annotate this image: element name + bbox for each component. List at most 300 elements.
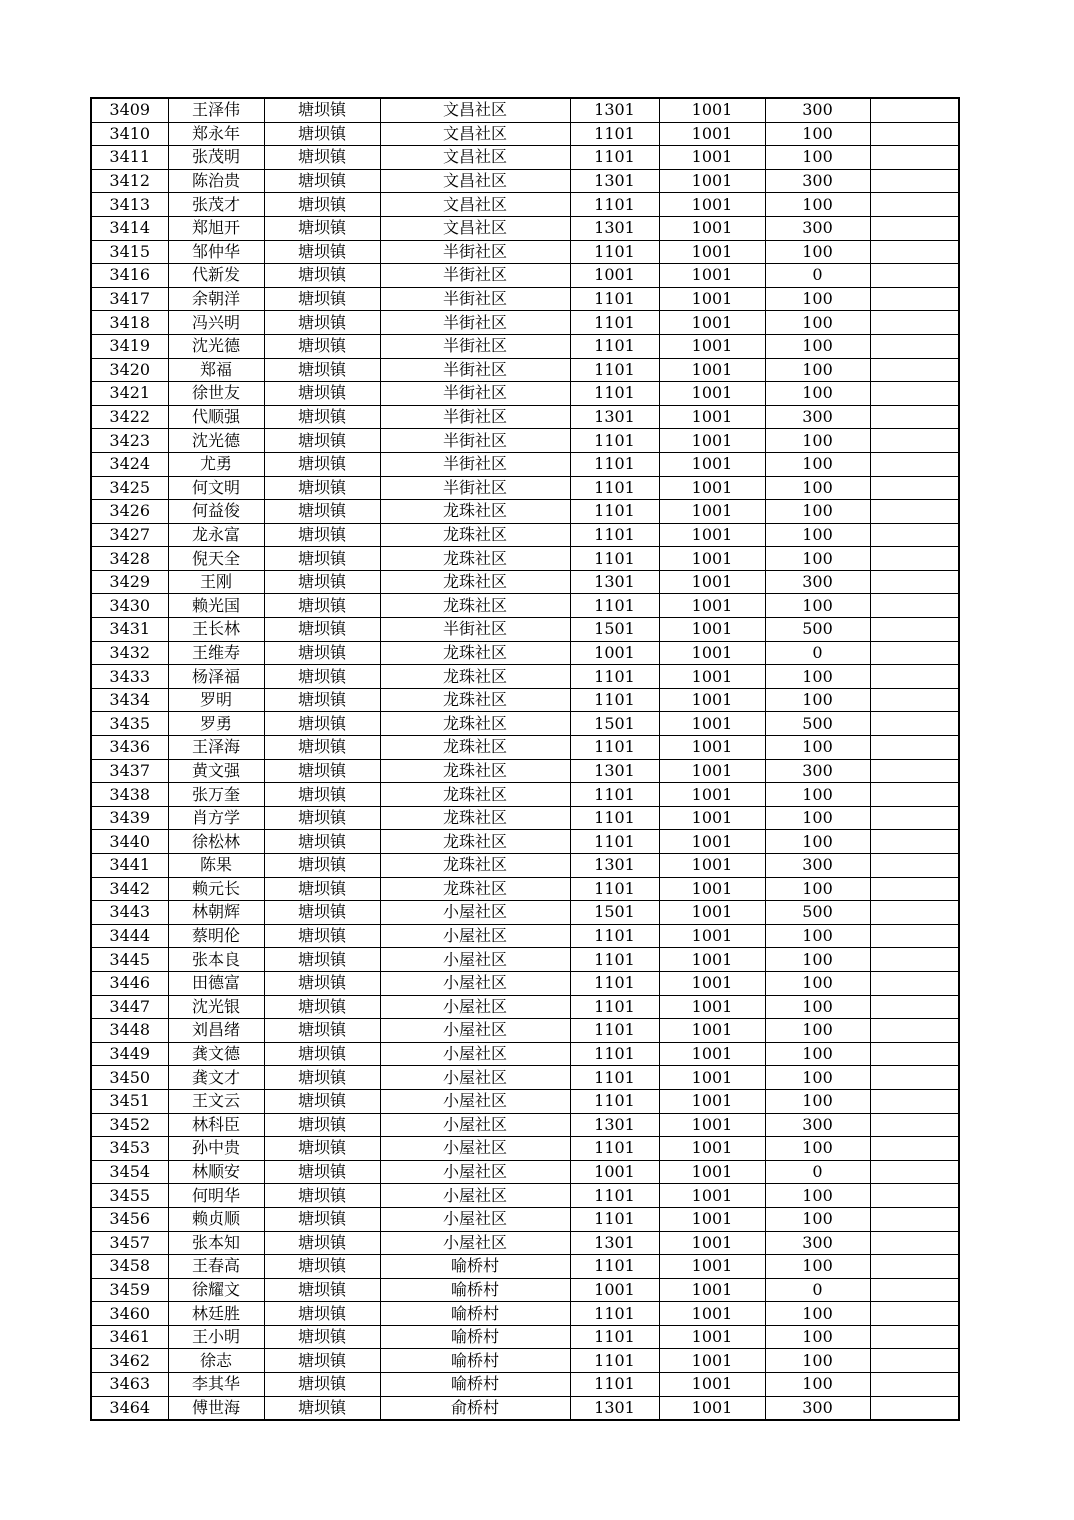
value-a-cell: 1101 <box>570 1089 659 1113</box>
remark-cell <box>870 122 959 146</box>
value-a-cell: 1101 <box>570 1184 659 1208</box>
value-a-cell: 1501 <box>570 712 659 736</box>
remark-cell <box>870 429 959 453</box>
row-number-cell: 3420 <box>91 358 168 382</box>
row-number-cell: 3425 <box>91 476 168 500</box>
community-cell: 小屋社区 <box>380 1089 570 1113</box>
row-number-cell: 3435 <box>91 712 168 736</box>
table-row <box>91 924 959 948</box>
table-row <box>91 1184 959 1208</box>
community-cell: 小屋社区 <box>380 1066 570 1090</box>
table-row <box>91 1396 959 1420</box>
name-cell: 王长林 <box>168 618 264 642</box>
amount-cell: 300 <box>765 759 870 783</box>
town-cell: 塘坝镇 <box>264 1207 380 1231</box>
town-cell: 塘坝镇 <box>264 1255 380 1279</box>
value-b-cell: 1001 <box>659 783 765 807</box>
value-b-cell: 1001 <box>659 854 765 878</box>
town-cell: 塘坝镇 <box>264 712 380 736</box>
remark-cell <box>870 1137 959 1161</box>
value-a-cell: 1101 <box>570 665 659 689</box>
remark-cell <box>870 1160 959 1184</box>
amount-cell: 100 <box>765 476 870 500</box>
value-b-cell: 1001 <box>659 1207 765 1231</box>
town-cell: 塘坝镇 <box>264 216 380 240</box>
value-b-cell: 1001 <box>659 1184 765 1208</box>
value-b-cell: 1001 <box>659 500 765 524</box>
remark-cell <box>870 948 959 972</box>
community-cell: 龙珠社区 <box>380 688 570 712</box>
value-a-cell: 1101 <box>570 1325 659 1349</box>
row-number-cell: 3459 <box>91 1278 168 1302</box>
name-cell: 徐耀文 <box>168 1278 264 1302</box>
name-cell: 陈果 <box>168 854 264 878</box>
amount-cell: 100 <box>765 736 870 760</box>
amount-cell: 300 <box>765 1231 870 1255</box>
table-row <box>91 971 959 995</box>
value-b-cell: 1001 <box>659 1278 765 1302</box>
community-cell: 龙珠社区 <box>380 547 570 571</box>
value-b-cell: 1001 <box>659 1042 765 1066</box>
value-b-cell: 1001 <box>659 452 765 476</box>
remark-cell <box>870 452 959 476</box>
value-b-cell: 1001 <box>659 1396 765 1420</box>
value-a-cell: 1301 <box>570 570 659 594</box>
value-a-cell: 1101 <box>570 547 659 571</box>
name-cell: 倪天全 <box>168 547 264 571</box>
value-b-cell: 1001 <box>659 382 765 406</box>
row-number-cell: 3414 <box>91 216 168 240</box>
value-a-cell: 1101 <box>570 1207 659 1231</box>
remark-cell <box>870 877 959 901</box>
value-a-cell: 1101 <box>570 1137 659 1161</box>
remark-cell <box>870 830 959 854</box>
town-cell: 塘坝镇 <box>264 665 380 689</box>
table-row <box>91 1066 959 1090</box>
community-cell: 喻桥村 <box>380 1255 570 1279</box>
amount-cell: 300 <box>765 405 870 429</box>
table-row <box>91 311 959 335</box>
town-cell: 塘坝镇 <box>264 122 380 146</box>
value-b-cell: 1001 <box>659 1066 765 1090</box>
row-number-cell: 3452 <box>91 1113 168 1137</box>
row-number-cell: 3450 <box>91 1066 168 1090</box>
value-b-cell: 1001 <box>659 806 765 830</box>
table-row <box>91 1349 959 1373</box>
row-number-cell: 3411 <box>91 146 168 170</box>
town-cell: 塘坝镇 <box>264 1373 380 1397</box>
community-cell: 喻桥村 <box>380 1325 570 1349</box>
name-cell: 郑旭开 <box>168 216 264 240</box>
name-cell: 何益俊 <box>168 500 264 524</box>
remark-cell <box>870 547 959 571</box>
amount-cell: 0 <box>765 1160 870 1184</box>
remark-cell <box>870 1302 959 1326</box>
row-number-cell: 3430 <box>91 594 168 618</box>
amount-cell: 100 <box>765 1255 870 1279</box>
value-b-cell: 1001 <box>659 688 765 712</box>
value-a-cell: 1101 <box>570 382 659 406</box>
name-cell: 罗明 <box>168 688 264 712</box>
town-cell: 塘坝镇 <box>264 334 380 358</box>
value-a-cell: 1101 <box>570 1066 659 1090</box>
table-row <box>91 1089 959 1113</box>
row-number-cell: 3441 <box>91 854 168 878</box>
value-a-cell: 1101 <box>570 995 659 1019</box>
town-cell: 塘坝镇 <box>264 1137 380 1161</box>
value-b-cell: 1001 <box>659 1231 765 1255</box>
row-number-cell: 3412 <box>91 169 168 193</box>
remark-cell <box>870 98 959 122</box>
town-cell: 塘坝镇 <box>264 924 380 948</box>
value-b-cell: 1001 <box>659 146 765 170</box>
value-b-cell: 1001 <box>659 1302 765 1326</box>
name-cell: 沈光德 <box>168 429 264 453</box>
community-cell: 龙珠社区 <box>380 759 570 783</box>
remark-cell <box>870 570 959 594</box>
remark-cell <box>870 1113 959 1137</box>
value-b-cell: 1001 <box>659 98 765 122</box>
table-row <box>91 712 959 736</box>
town-cell: 塘坝镇 <box>264 1160 380 1184</box>
remark-cell <box>870 665 959 689</box>
community-cell: 喻桥村 <box>380 1302 570 1326</box>
table-row <box>91 1302 959 1326</box>
name-cell: 蔡明伦 <box>168 924 264 948</box>
value-b-cell: 1001 <box>659 1255 765 1279</box>
town-cell: 塘坝镇 <box>264 1042 380 1066</box>
town-cell: 塘坝镇 <box>264 287 380 311</box>
amount-cell: 100 <box>765 452 870 476</box>
town-cell: 塘坝镇 <box>264 311 380 335</box>
table-row <box>91 570 959 594</box>
table-row <box>91 806 959 830</box>
remark-cell <box>870 193 959 217</box>
table-row <box>91 287 959 311</box>
remark-cell <box>870 1325 959 1349</box>
value-b-cell: 1001 <box>659 1325 765 1349</box>
amount-cell: 100 <box>765 122 870 146</box>
name-cell: 王小明 <box>168 1325 264 1349</box>
value-b-cell: 1001 <box>659 1349 765 1373</box>
amount-cell: 300 <box>765 216 870 240</box>
table-row <box>91 216 959 240</box>
row-number-cell: 3446 <box>91 971 168 995</box>
remark-cell <box>870 1373 959 1397</box>
value-a-cell: 1501 <box>570 618 659 642</box>
value-a-cell: 1101 <box>570 334 659 358</box>
amount-cell: 500 <box>765 618 870 642</box>
amount-cell: 500 <box>765 712 870 736</box>
row-number-cell: 3433 <box>91 665 168 689</box>
row-number-cell: 3442 <box>91 877 168 901</box>
value-b-cell: 1001 <box>659 1019 765 1043</box>
community-cell: 龙珠社区 <box>380 806 570 830</box>
row-number-cell: 3444 <box>91 924 168 948</box>
community-cell: 龙珠社区 <box>380 712 570 736</box>
community-cell: 半街社区 <box>380 264 570 288</box>
amount-cell: 500 <box>765 901 870 925</box>
value-b-cell: 1001 <box>659 240 765 264</box>
value-a-cell: 1101 <box>570 971 659 995</box>
community-cell: 半街社区 <box>380 311 570 335</box>
amount-cell: 100 <box>765 830 870 854</box>
name-cell: 龚文德 <box>168 1042 264 1066</box>
town-cell: 塘坝镇 <box>264 1302 380 1326</box>
table-row <box>91 1019 959 1043</box>
table-row <box>91 1137 959 1161</box>
table-row <box>91 476 959 500</box>
table-row <box>91 122 959 146</box>
amount-cell: 100 <box>765 429 870 453</box>
town-cell: 塘坝镇 <box>264 948 380 972</box>
row-number-cell: 3449 <box>91 1042 168 1066</box>
town-cell: 塘坝镇 <box>264 688 380 712</box>
name-cell: 傅世海 <box>168 1396 264 1420</box>
value-b-cell: 1001 <box>659 1137 765 1161</box>
row-number-cell: 3453 <box>91 1137 168 1161</box>
name-cell: 张茂才 <box>168 193 264 217</box>
row-number-cell: 3457 <box>91 1231 168 1255</box>
amount-cell: 100 <box>765 924 870 948</box>
row-number-cell: 3440 <box>91 830 168 854</box>
value-b-cell: 1001 <box>659 948 765 972</box>
value-a-cell: 1301 <box>570 216 659 240</box>
value-a-cell: 1301 <box>570 98 659 122</box>
table-row <box>91 452 959 476</box>
town-cell: 塘坝镇 <box>264 1089 380 1113</box>
amount-cell: 300 <box>765 169 870 193</box>
value-a-cell: 1101 <box>570 193 659 217</box>
town-cell: 塘坝镇 <box>264 806 380 830</box>
amount-cell: 100 <box>765 1184 870 1208</box>
community-cell: 喻桥村 <box>380 1349 570 1373</box>
table-row <box>91 193 959 217</box>
value-a-cell: 1301 <box>570 759 659 783</box>
row-number-cell: 3438 <box>91 783 168 807</box>
name-cell: 王泽海 <box>168 736 264 760</box>
community-cell: 半街社区 <box>380 405 570 429</box>
row-number-cell: 3448 <box>91 1019 168 1043</box>
table-row <box>91 948 959 972</box>
row-number-cell: 3461 <box>91 1325 168 1349</box>
name-cell: 沈光德 <box>168 334 264 358</box>
amount-cell: 100 <box>765 334 870 358</box>
name-cell: 刘昌绪 <box>168 1019 264 1043</box>
community-cell: 半街社区 <box>380 358 570 382</box>
amount-cell: 100 <box>765 146 870 170</box>
amount-cell: 0 <box>765 1278 870 1302</box>
name-cell: 代新发 <box>168 264 264 288</box>
table-row <box>91 382 959 406</box>
value-b-cell: 1001 <box>659 995 765 1019</box>
value-a-cell: 1101 <box>570 594 659 618</box>
community-cell: 龙珠社区 <box>380 854 570 878</box>
amount-cell: 300 <box>765 570 870 594</box>
remark-cell <box>870 1042 959 1066</box>
table-row <box>91 98 959 122</box>
town-cell: 塘坝镇 <box>264 429 380 453</box>
remark-cell <box>870 146 959 170</box>
remark-cell <box>870 382 959 406</box>
name-cell: 杨泽福 <box>168 665 264 689</box>
amount-cell: 100 <box>765 688 870 712</box>
town-cell: 塘坝镇 <box>264 240 380 264</box>
value-b-cell: 1001 <box>659 429 765 453</box>
row-number-cell: 3454 <box>91 1160 168 1184</box>
table-row <box>91 1278 959 1302</box>
value-b-cell: 1001 <box>659 618 765 642</box>
town-cell: 塘坝镇 <box>264 382 380 406</box>
row-number-cell: 3426 <box>91 500 168 524</box>
town-cell: 塘坝镇 <box>264 1325 380 1349</box>
community-cell: 小屋社区 <box>380 1160 570 1184</box>
value-b-cell: 1001 <box>659 169 765 193</box>
town-cell: 塘坝镇 <box>264 405 380 429</box>
value-a-cell: 1301 <box>570 1113 659 1137</box>
amount-cell: 300 <box>765 1396 870 1420</box>
town-cell: 塘坝镇 <box>264 547 380 571</box>
community-cell: 小屋社区 <box>380 1207 570 1231</box>
table-row <box>91 830 959 854</box>
name-cell: 张本良 <box>168 948 264 972</box>
amount-cell: 100 <box>765 1066 870 1090</box>
name-cell: 林顺安 <box>168 1160 264 1184</box>
row-number-cell: 3427 <box>91 523 168 547</box>
town-cell: 塘坝镇 <box>264 1019 380 1043</box>
community-cell: 小屋社区 <box>380 1113 570 1137</box>
community-cell: 小屋社区 <box>380 1184 570 1208</box>
name-cell: 林廷胜 <box>168 1302 264 1326</box>
amount-cell: 100 <box>765 783 870 807</box>
table-row <box>91 334 959 358</box>
remark-cell <box>870 806 959 830</box>
remark-cell <box>870 1349 959 1373</box>
value-a-cell: 1001 <box>570 1160 659 1184</box>
value-b-cell: 1001 <box>659 1113 765 1137</box>
value-a-cell: 1101 <box>570 358 659 382</box>
remark-cell <box>870 1066 959 1090</box>
row-number-cell: 3460 <box>91 1302 168 1326</box>
value-b-cell: 1001 <box>659 641 765 665</box>
remark-cell <box>870 641 959 665</box>
value-a-cell: 1101 <box>570 500 659 524</box>
name-cell: 林科臣 <box>168 1113 264 1137</box>
value-a-cell: 1001 <box>570 641 659 665</box>
value-b-cell: 1001 <box>659 736 765 760</box>
community-cell: 小屋社区 <box>380 1019 570 1043</box>
table-row <box>91 358 959 382</box>
row-number-cell: 3439 <box>91 806 168 830</box>
table-row <box>91 854 959 878</box>
name-cell: 龚文才 <box>168 1066 264 1090</box>
amount-cell: 100 <box>765 311 870 335</box>
table-row <box>91 1042 959 1066</box>
table-row <box>91 405 959 429</box>
remark-cell <box>870 924 959 948</box>
table-row <box>91 523 959 547</box>
row-number-cell: 3429 <box>91 570 168 594</box>
remark-cell <box>870 334 959 358</box>
amount-cell: 100 <box>765 1042 870 1066</box>
table-row <box>91 1373 959 1397</box>
row-number-cell: 3424 <box>91 452 168 476</box>
community-cell: 半街社区 <box>380 476 570 500</box>
value-a-cell: 1101 <box>570 429 659 453</box>
table-row <box>91 240 959 264</box>
name-cell: 赖光国 <box>168 594 264 618</box>
row-number-cell: 3432 <box>91 641 168 665</box>
row-number-cell: 3463 <box>91 1373 168 1397</box>
amount-cell: 0 <box>765 641 870 665</box>
remark-cell <box>870 594 959 618</box>
remark-cell <box>870 783 959 807</box>
community-cell: 小屋社区 <box>380 1137 570 1161</box>
row-number-cell: 3447 <box>91 995 168 1019</box>
value-b-cell: 1001 <box>659 665 765 689</box>
name-cell: 林朝辉 <box>168 901 264 925</box>
table-row <box>91 429 959 453</box>
name-cell: 李其华 <box>168 1373 264 1397</box>
value-a-cell: 1101 <box>570 736 659 760</box>
community-cell: 半街社区 <box>380 618 570 642</box>
remark-cell <box>870 736 959 760</box>
name-cell: 孙中贵 <box>168 1137 264 1161</box>
amount-cell: 100 <box>765 1302 870 1326</box>
value-b-cell: 1001 <box>659 712 765 736</box>
table-row <box>91 594 959 618</box>
town-cell: 塘坝镇 <box>264 570 380 594</box>
community-cell: 龙珠社区 <box>380 665 570 689</box>
amount-cell: 100 <box>765 971 870 995</box>
name-cell: 郑福 <box>168 358 264 382</box>
table-row <box>91 877 959 901</box>
town-cell: 塘坝镇 <box>264 618 380 642</box>
remark-cell <box>870 500 959 524</box>
name-cell: 王文云 <box>168 1089 264 1113</box>
value-b-cell: 1001 <box>659 971 765 995</box>
amount-cell: 100 <box>765 358 870 382</box>
remark-cell <box>870 759 959 783</box>
community-cell: 半街社区 <box>380 287 570 311</box>
town-cell: 塘坝镇 <box>264 641 380 665</box>
town-cell: 塘坝镇 <box>264 971 380 995</box>
amount-cell: 100 <box>765 240 870 264</box>
value-b-cell: 1001 <box>659 358 765 382</box>
community-cell: 半街社区 <box>380 334 570 358</box>
amount-cell: 300 <box>765 1113 870 1137</box>
community-cell: 半街社区 <box>380 429 570 453</box>
remark-cell <box>870 1231 959 1255</box>
town-cell: 塘坝镇 <box>264 877 380 901</box>
town-cell: 塘坝镇 <box>264 169 380 193</box>
table-row <box>91 500 959 524</box>
town-cell: 塘坝镇 <box>264 98 380 122</box>
remark-cell <box>870 1278 959 1302</box>
row-number-cell: 3421 <box>91 382 168 406</box>
community-cell: 半街社区 <box>380 240 570 264</box>
value-a-cell: 1101 <box>570 948 659 972</box>
remark-cell <box>870 688 959 712</box>
amount-cell: 100 <box>765 382 870 406</box>
town-cell: 塘坝镇 <box>264 1278 380 1302</box>
community-cell: 文昌社区 <box>380 169 570 193</box>
town-cell: 塘坝镇 <box>264 193 380 217</box>
value-a-cell: 1101 <box>570 122 659 146</box>
row-number-cell: 3431 <box>91 618 168 642</box>
remark-cell <box>870 995 959 1019</box>
town-cell: 塘坝镇 <box>264 901 380 925</box>
